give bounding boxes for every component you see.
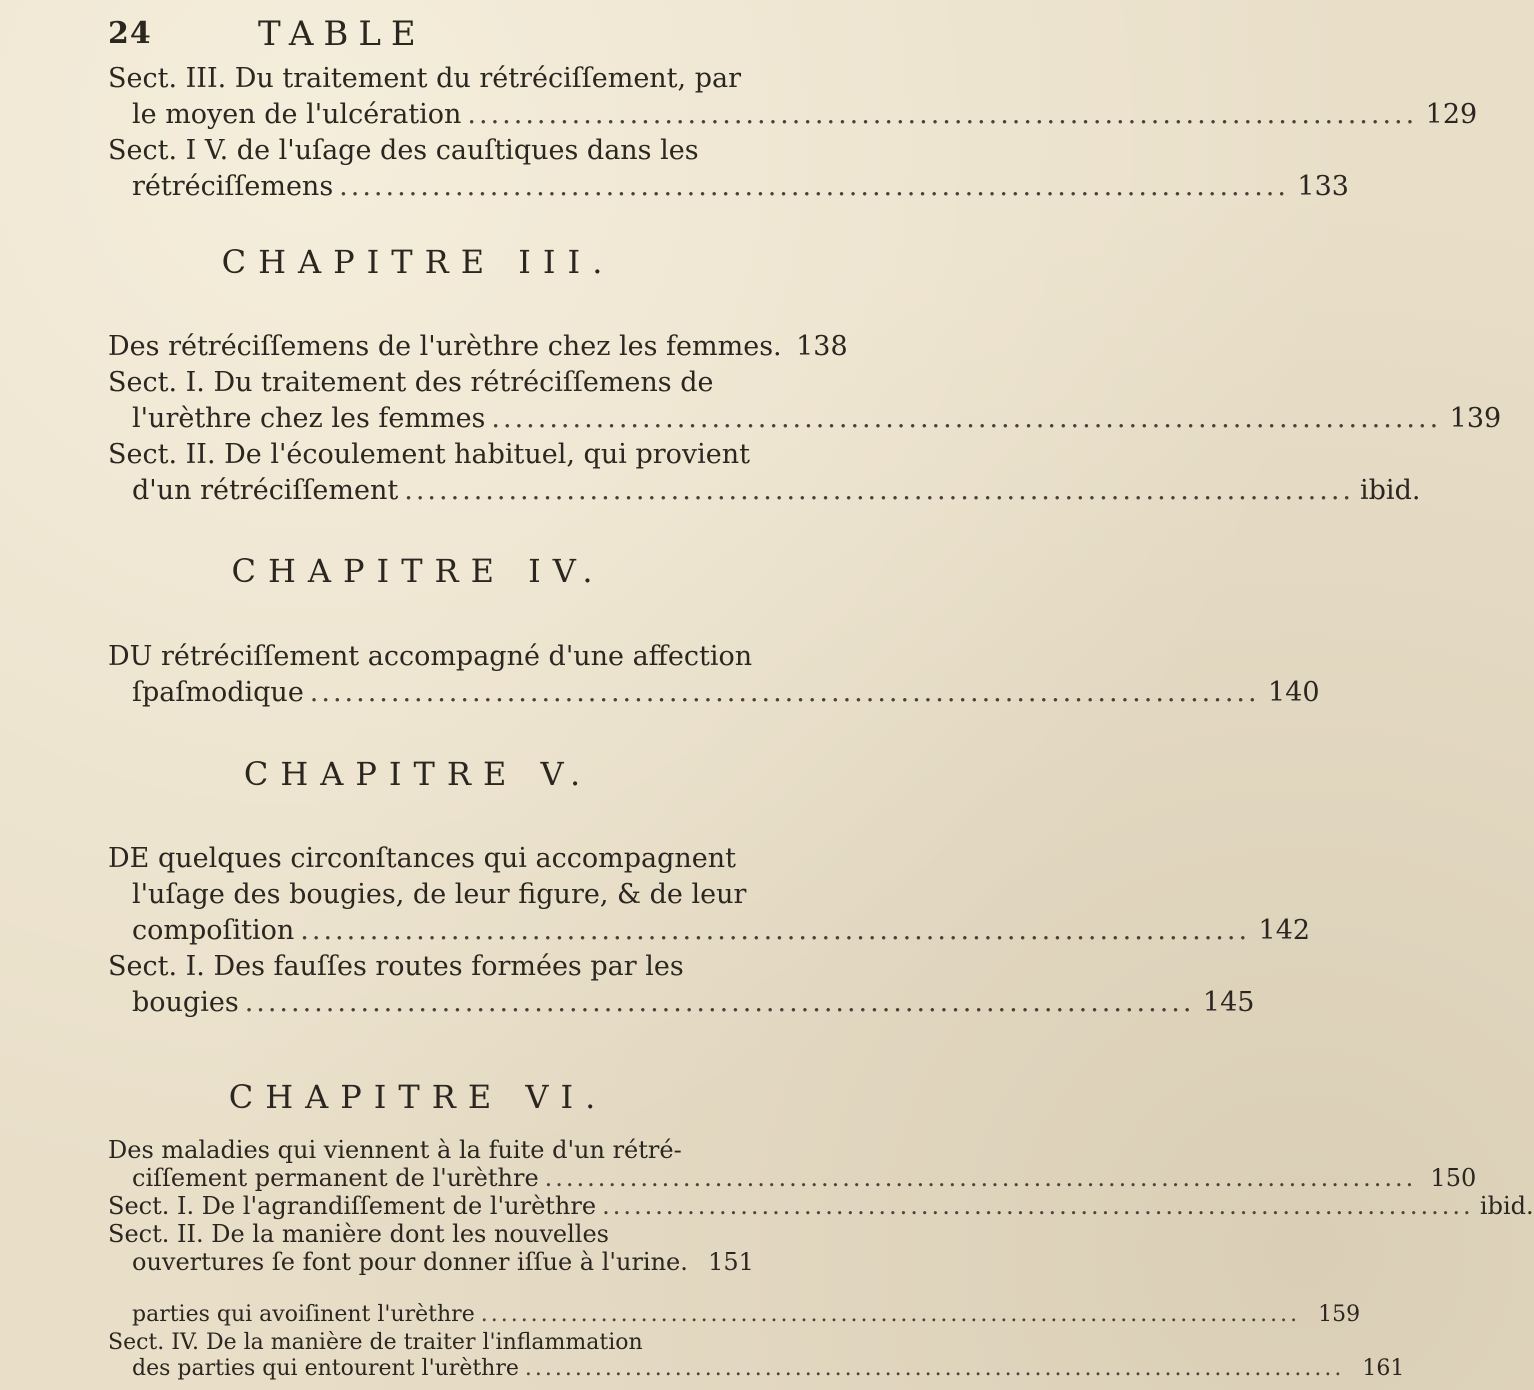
toc-entry	[108, 366, 728, 400]
toc-entry-text: Sect. I. De l'agrandiſſement de l'urèthre	[108, 1192, 597, 1220]
toc-entry-text: Sect. I. Des fauſſes routes formées par les	[108, 951, 684, 982]
toc-entry	[108, 640, 753, 674]
toc-entry	[132, 914, 1311, 948]
toc-entry	[108, 134, 728, 168]
toc-entry	[108, 1220, 728, 1248]
toc-entry	[108, 842, 736, 876]
toc-entry-text: d'un rétréciſſement	[132, 475, 399, 506]
toc-entry-text: Des maladies qui viennent à la fuite d'un rétré-	[108, 1136, 682, 1164]
leader-dots: ..................................................................................	[300, 915, 1251, 946]
leader-dots: ..................................................................................	[404, 475, 1355, 506]
toc-entry	[108, 330, 848, 364]
toc-entry-text: le moyen de l'ulcération	[132, 99, 462, 130]
toc-entry	[132, 1164, 1477, 1192]
toc-entry	[132, 676, 1320, 710]
toc-page-number: 138	[796, 331, 848, 362]
toc-page-number: 133	[1297, 171, 1349, 202]
toc-page-number: ibid.	[1360, 475, 1421, 506]
toc-entry-text: bougies	[132, 987, 239, 1018]
toc-entry	[108, 438, 751, 472]
toc-entry-text: compoſition	[132, 915, 295, 946]
leader-dots: ..................................................................................	[339, 171, 1289, 202]
toc-entry	[132, 878, 747, 912]
toc-page-number: 161	[1362, 1356, 1405, 1381]
toc-page-number: 139	[1449, 403, 1502, 434]
toc-entry	[132, 170, 1349, 204]
toc-entry-text: ſpaſmodique	[132, 677, 304, 708]
leader-dots: ..................................................................................	[602, 1192, 1474, 1220]
toc-entry-text: Sect. II. De l'écoulement habituel, qui provient	[108, 439, 751, 470]
leader-dots: ..................................................................................	[480, 1302, 1301, 1327]
toc-entry	[132, 98, 1478, 132]
chapter-heading: CHAPITRE V.	[243, 755, 593, 793]
toc-entry	[132, 1302, 1361, 1328]
toc-page-number: 145	[1202, 987, 1255, 1018]
leader-dots: ..................................................................................	[467, 99, 1418, 130]
chapter-heading: CHAPITRE IV.	[231, 552, 605, 590]
toc-entry-text: l'urèthre chez les femmes	[132, 403, 486, 434]
toc-entry-text: Sect. I V. de l'uſage des cauſtiques dans les	[108, 135, 699, 166]
toc-entry-text: ouvertures ſe font pour donner iſſue à l'urine.	[132, 1248, 688, 1276]
leader-dots: ..................................................................................	[309, 677, 1260, 708]
toc-entry	[132, 402, 1502, 436]
leader-dots: ..................................................................................	[491, 403, 1442, 434]
leader-dots: ..................................................................................	[544, 1164, 1417, 1192]
toc-entry-text: Sect. II. De la manière dont les nouvelles	[108, 1220, 609, 1248]
toc-entry	[108, 950, 728, 984]
chapter-heading: CHAPITRE VI.	[228, 1078, 608, 1116]
toc-entry-text: parties qui avoiſinent l'urèthre	[132, 1302, 475, 1327]
running-title: TABLE	[258, 14, 426, 54]
chapter-heading: CHAPITRE III.	[221, 243, 615, 281]
toc-page-number: 129	[1425, 99, 1478, 130]
toc-entry	[108, 62, 741, 96]
toc-entry-text: l'uſage des bougies, de leur figure, & de leur	[132, 879, 747, 910]
toc-page-number: ibid.	[1479, 1192, 1534, 1220]
toc-page-number: 150	[1430, 1164, 1477, 1192]
toc-entry	[108, 1192, 1534, 1220]
page-number: 24	[108, 16, 152, 51]
toc-entry-text: Des rétréciſſemens de l'urèthre chez les femmes.	[108, 331, 782, 362]
toc-entry	[132, 986, 1255, 1020]
toc-entry	[132, 1356, 1405, 1382]
toc-entry-text: ciſſement permanent de l'urèthre	[132, 1164, 539, 1192]
toc-entry	[108, 1330, 728, 1356]
toc-entry-text: DE quelques circonſtances qui accompagnent	[108, 843, 736, 874]
leader-dots: ..................................................................................	[524, 1356, 1345, 1381]
leader-dots: ..................................................................................	[244, 987, 1195, 1018]
toc-entry-text: rétréciſſemens	[132, 171, 334, 202]
toc-page-number: 142	[1258, 915, 1311, 946]
toc-entry-text: Sect. III. Du traitement du rétréciſſement, par	[108, 63, 741, 94]
toc-entry-text: Sect. I. Du traitement des rétréciſſemens de	[108, 367, 714, 398]
toc-entry-text: des parties qui entourent l'urèthre	[132, 1356, 519, 1381]
toc-page-number: 159	[1318, 1302, 1361, 1327]
toc-entry	[108, 1136, 728, 1164]
toc-entry-text: Sect. IV. De la manière de traiter l'inflammation	[108, 1330, 643, 1355]
toc-entry	[132, 1248, 754, 1276]
toc-entry	[132, 474, 1421, 508]
page-header	[108, 14, 728, 54]
toc-page-number: 151	[708, 1248, 754, 1276]
toc-entry-text: DU rétréciſſement accompagné d'une affection	[108, 641, 753, 672]
toc-page-number: 140	[1268, 677, 1320, 708]
